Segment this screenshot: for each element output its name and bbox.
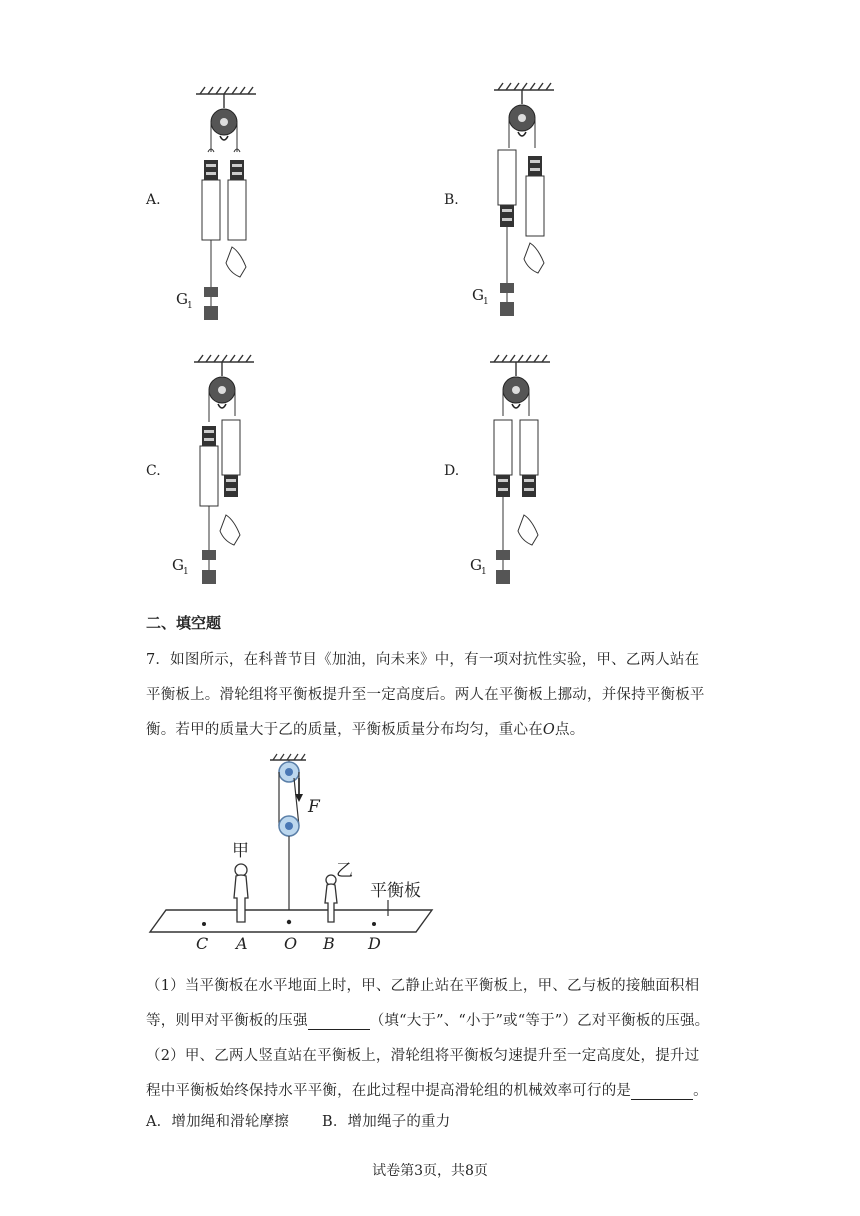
q7-sub2-end: 。 — [693, 1083, 708, 1099]
choice-a: A．增加绳和滑轮摩擦 — [146, 1114, 289, 1130]
g1-label: G — [470, 556, 482, 574]
g1-subscript: 1 — [187, 301, 193, 311]
section-title: 二、填空题 — [146, 614, 222, 632]
g1-subscript: 1 — [483, 297, 489, 307]
option-c-label: C. — [146, 463, 161, 479]
choice-b: B．增加绳子的重力 — [322, 1114, 451, 1130]
person-b-label: 乙 — [336, 861, 353, 881]
q7-sub2-text: 程中平衡板始终保持水平平衡，在此过程中提高滑轮组的机械效率可行的是 — [146, 1083, 632, 1099]
option-d-figure — [460, 350, 580, 600]
q7-line-2: 平衡板上。滑轮组将平衡板提升至一定高度后。两人在平衡板上挪动，并保持平衡板平 — [146, 687, 705, 703]
option-b-label: B. — [444, 192, 459, 208]
person-a-label: 甲 — [232, 841, 249, 861]
q7-line-3-end: 点。 — [555, 722, 585, 738]
point-o-symbol: O — [542, 722, 555, 738]
option-a-label: A. — [146, 192, 161, 208]
q7-figure — [146, 750, 446, 960]
option-c-figure — [160, 350, 280, 600]
q7-sub1-hint: （填“大于”、“小于”或“等于”）乙对平衡板的压强。 — [369, 1013, 710, 1029]
point-c-label: C — [196, 934, 209, 953]
q7-sub2-line-2 — [146, 1079, 708, 1100]
option-d-label: D. — [444, 463, 460, 479]
answer-blank-1[interactable] — [308, 1015, 370, 1030]
g1-label: G — [176, 290, 188, 308]
q7-sub1-line-1: （1）当平衡板在水平地面上时，甲、乙静止站在平衡板上，甲、乙与板的接触面积相 — [146, 978, 700, 994]
q7-line-3-text: 衡。若甲的质量大于乙的质量，平衡板质量分布均匀，重心在 — [146, 722, 543, 738]
g1-label: G — [472, 286, 484, 304]
page-footer: 试卷第3页，共8页 — [372, 1163, 488, 1179]
point-o-label: O — [284, 934, 298, 953]
g1-subscript: 1 — [183, 567, 189, 577]
q7-sub1-line-2 — [146, 1009, 709, 1030]
q7-line-3 — [146, 718, 584, 739]
q7-sub2-line-1: （2）甲、乙两人竖直站在平衡板上，滑轮组将平衡板匀速提升至一定高度处，提升过 — [146, 1048, 700, 1064]
board-label: 平衡板 — [370, 881, 421, 901]
answer-blank-2[interactable] — [631, 1085, 693, 1100]
q7-sub1-text: 等，则甲对平衡板的压强 — [146, 1013, 308, 1029]
point-b-label: B — [323, 934, 335, 953]
q7-line-1: 7．如图所示，在科普节目《加油，向未来》中，有一项对抗性实验，甲、乙两人站在 — [146, 652, 700, 668]
g1-label: G — [172, 556, 184, 574]
g1-subscript: 1 — [481, 567, 487, 577]
option-a-figure — [160, 82, 280, 332]
option-b-figure — [460, 78, 580, 328]
point-a-label: A — [236, 934, 248, 953]
force-label: F — [308, 797, 320, 817]
point-d-label: D — [368, 934, 381, 953]
